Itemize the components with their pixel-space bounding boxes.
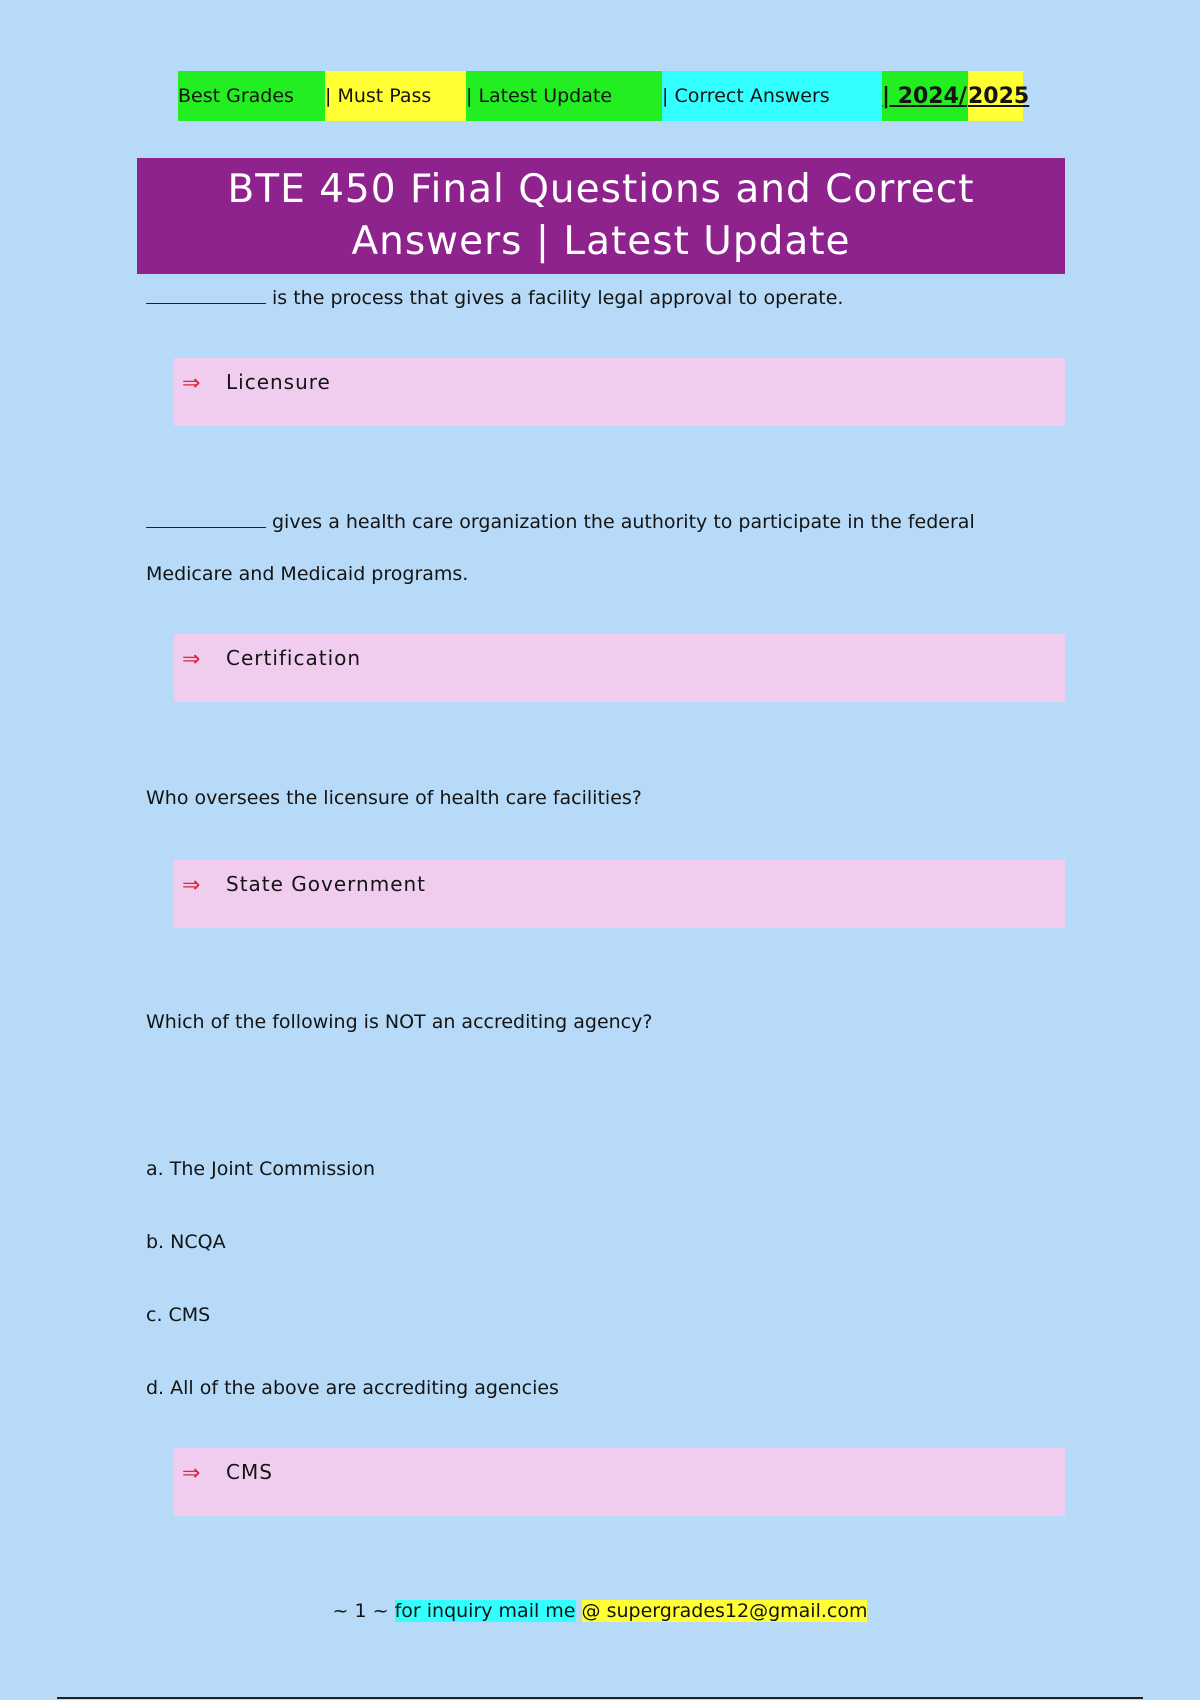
option-d: d. All of the above are accrediting agencies xyxy=(146,1377,559,1399)
year-end-text: 2025 xyxy=(968,83,1030,109)
tag-strip xyxy=(178,71,1030,121)
arrow-icon: ⇒ xyxy=(182,873,202,898)
email-link[interactable]: @ supergrades12@gmail.com xyxy=(581,1600,868,1622)
tag-year-start xyxy=(882,71,968,121)
option-a: a. The Joint Commission xyxy=(146,1158,376,1180)
tag-must-pass: | Must Pass xyxy=(325,71,466,121)
arrow-icon: ⇒ xyxy=(182,647,202,672)
year-start-text: | 2024/ xyxy=(882,83,967,109)
option-c: c. CMS xyxy=(146,1304,211,1326)
question-3-text: Who oversees the licensure of health care facilities? xyxy=(146,787,642,809)
answer-1-box xyxy=(174,358,1065,426)
arrow-icon: ⇒ xyxy=(182,1461,202,1486)
answer-3-box xyxy=(174,860,1065,928)
question-2-text-line-2: Medicare and Medicaid programs. xyxy=(146,563,469,585)
answer-4-text: CMS xyxy=(226,1460,273,1484)
option-b: b. NCQA xyxy=(146,1231,226,1253)
title-line-1: BTE 450 Final Questions and Correct xyxy=(227,167,975,212)
inquiry-text: for inquiry mail me xyxy=(394,1600,576,1622)
question-1-text: is the process that gives a facility legal approval to operate. xyxy=(272,287,844,309)
question-3 xyxy=(146,772,1026,824)
title-line-2: Answers | Latest Update xyxy=(351,219,851,264)
question-1 xyxy=(146,272,1026,324)
tag-best-grades: Best Grades xyxy=(178,71,325,121)
question-4 xyxy=(146,996,1026,1048)
tag-latest-update: | Latest Update xyxy=(466,71,662,121)
page-number: ~ 1 ~ xyxy=(332,1600,389,1622)
title-banner xyxy=(137,158,1065,274)
answer-4-box xyxy=(174,1448,1065,1516)
arrow-icon: ⇒ xyxy=(182,371,202,396)
bottom-rule xyxy=(57,1697,1143,1699)
tag-correct-answers: | Correct Answers xyxy=(662,71,882,121)
question-4-text: Which of the following is NOT an accrediting agency? xyxy=(146,1011,653,1033)
answer-2-text: Certification xyxy=(226,646,362,670)
question-2 xyxy=(146,496,1026,600)
answer-3-text: State Government xyxy=(226,872,427,896)
tag-year-end xyxy=(968,71,1030,121)
question-2-text-line-1: gives a health care organization the authority to participate in the federal xyxy=(272,511,975,533)
answer-2-box xyxy=(174,634,1065,702)
blank-line xyxy=(146,285,266,304)
answer-1-text: Licensure xyxy=(226,370,331,394)
page-footer xyxy=(0,1600,1200,1622)
blank-line xyxy=(146,509,266,528)
